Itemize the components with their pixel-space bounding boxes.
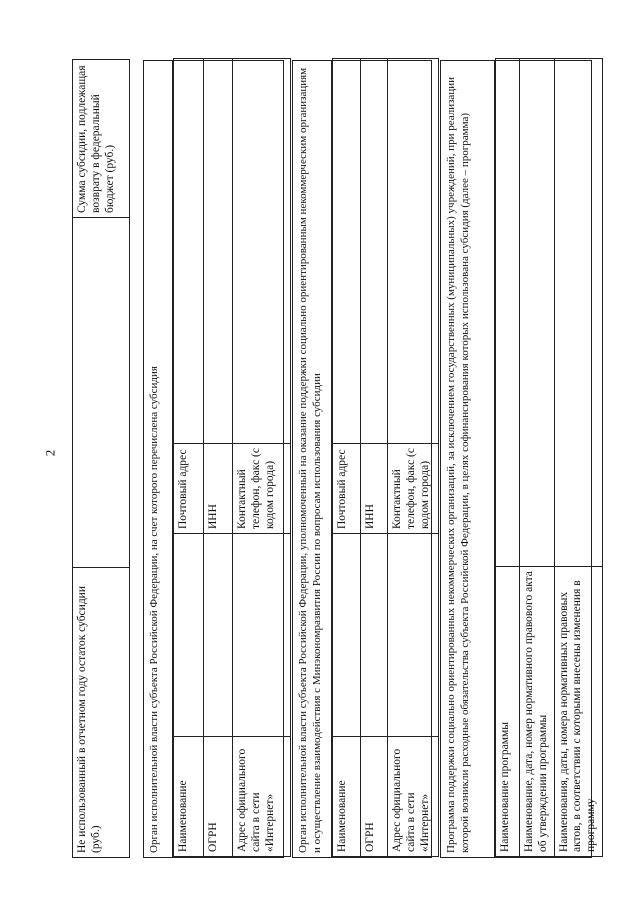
- name-label: Наименование: [333, 737, 361, 857]
- name-label: Наименование: [174, 737, 204, 857]
- phone-label: Контактный телефон, факс (с кодом города): [233, 444, 291, 534]
- subsidy-balance-table: [72, 60, 130, 858]
- program-block: [440, 60, 598, 858]
- authorized-authority-block: [292, 60, 432, 858]
- website-label: Адрес официального сайта в сети «Интернет»: [388, 737, 439, 857]
- program-title: Программа поддержки социально ориентированных некоммерческих организаций, за исключением государственных (муниципальных) учреждений, при реализации которой возникли расходные обязательства субъекта Российской Федерации, в целях софинансирования которых использована субсидия (далее – программа): [441, 61, 495, 857]
- program-amendments-label: Наименования, даты, номера нормативных правовых актов, в соответствии с которыми внесены изменения в программу: [554, 567, 602, 857]
- unused-balance-value: [73, 218, 130, 568]
- program-approval-act-label: Наименование, дата, номер нормативного правового акта об утверждении программы: [520, 567, 555, 857]
- unused-balance-label: Не использованный в отчетном году остаток субсидии (руб.): [73, 568, 130, 858]
- postal-address-label: Почтовый адрес: [174, 444, 204, 534]
- website-label: Адрес официального сайта в сети «Интернет»: [233, 737, 291, 857]
- page-number: 2: [42, 449, 58, 457]
- postal-address-label: Почтовый адрес: [333, 444, 361, 534]
- phone-label: Контактный телефон, факс (с кодом города): [388, 444, 439, 534]
- inn-label: ИНН: [204, 444, 233, 534]
- authorized-authority-title: Орган исполнительной власти субъекта Российской Федерации, уполномоченный на оказание поддержки социально ориентированным некоммерческим организациям и осуществление взаимодействия с Минэкономразвития России по вопросам использования субсидии: [293, 61, 332, 857]
- recipient-authority-block: [143, 60, 284, 858]
- inn-label: ИНН: [361, 444, 388, 534]
- recipient-authority-title: Орган исполнительной власти субъекта Российской Федерации, на счет которого перечислена субсидия: [144, 61, 173, 857]
- ogrn-label: ОГРН: [204, 737, 233, 857]
- program-name-label: Наименование программы: [496, 567, 520, 857]
- return-amount-label: Сумма субсидии, подлежащая возврату в федеральный бюджет (руб.): [73, 60, 130, 218]
- ogrn-label: ОГРН: [361, 737, 388, 857]
